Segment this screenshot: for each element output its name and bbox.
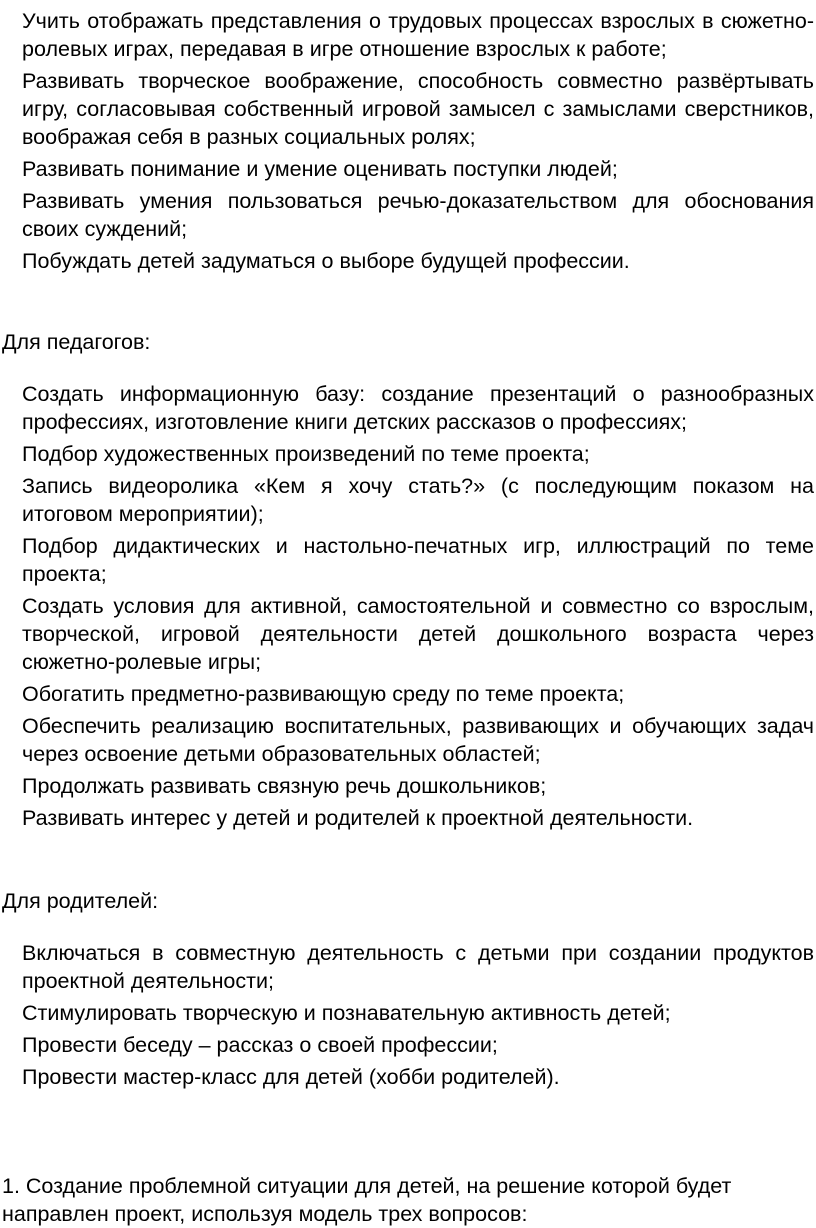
list-item: Обогатить предметно-развивающую среду по теме проекта;	[22, 682, 625, 706]
list-item: Запись видеоролика «Кем я хочу стать?» (с последующим показом на итоговом мероприятии);	[22, 474, 814, 526]
list-item: Подбор художественных произведений по теме проекта;	[22, 442, 590, 466]
list-item: Провести беседу – рассказ о своей профессии;	[22, 1033, 498, 1057]
list-item: Учить отображать представления о трудовых процессах взрослых в сюжетно-ролевых играх, передавая в игре отношение взрослых к работе;	[22, 9, 814, 61]
parents-tasks-list	[0, 939, 816, 1091]
list-item: Создать условия для активной, самостоятельной и совместно со взрослым, творческой, игровой деятельности детей дошкольного возраста через сюжетно-ролевые игры;	[22, 594, 814, 674]
parents-heading: Для родителей:	[2, 889, 159, 913]
list-item: Побуждать детей задуматься о выборе будущей профессии.	[22, 249, 630, 273]
list-item: Стимулировать творческую и познавательную активность детей;	[22, 1001, 671, 1025]
parents-tasks-list-block	[0, 939, 816, 1095]
list-item: Провести мастер-класс для детей (хобби родителей).	[22, 1065, 560, 1089]
list-item: Развивать творческое воображение, способность совместно развёртывать игру, согласовывая собственный игровой замысел с замыслами сверстников, воображая себя в разных социальных ролях;	[22, 69, 814, 149]
list-item: Обеспечить реализацию воспитательных, развивающих и обучающих задач через освоение детьми образовательных областей;	[22, 714, 814, 766]
list-item: Создать информационную базу: создание презентаций о разнообразных профессиях, изготовление книги детских рассказов о профессиях;	[22, 382, 814, 434]
teachers-tasks-list-block	[0, 380, 816, 836]
list-item: Продолжать развивать связную речь дошкольников;	[22, 774, 547, 798]
teachers-heading: Для педагогов:	[2, 330, 151, 354]
problem-situation-paragraph: 1. Создание проблемной ситуации для детей, на решение которой будет направлен проект, используя модель трех вопросов:	[2, 1173, 732, 1226]
list-item: Развивать интерес у детей и родителей к проектной деятельности.	[22, 806, 694, 830]
teachers-tasks-list	[0, 380, 816, 832]
list-item: Развивать умения пользоваться речью-доказательством для обоснования своих суждений;	[22, 189, 814, 241]
list-item: Развивать понимание и умение оценивать поступки людей;	[22, 157, 618, 181]
intro-goals-list	[0, 7, 816, 275]
list-item: Включаться в совместную деятельность с детьми при создании продуктов проектной деятельности;	[22, 941, 814, 993]
intro-goals-list-block	[0, 7, 816, 279]
list-item: Подбор дидактических и настольно-печатных игр, иллюстраций по теме проекта;	[22, 534, 814, 586]
